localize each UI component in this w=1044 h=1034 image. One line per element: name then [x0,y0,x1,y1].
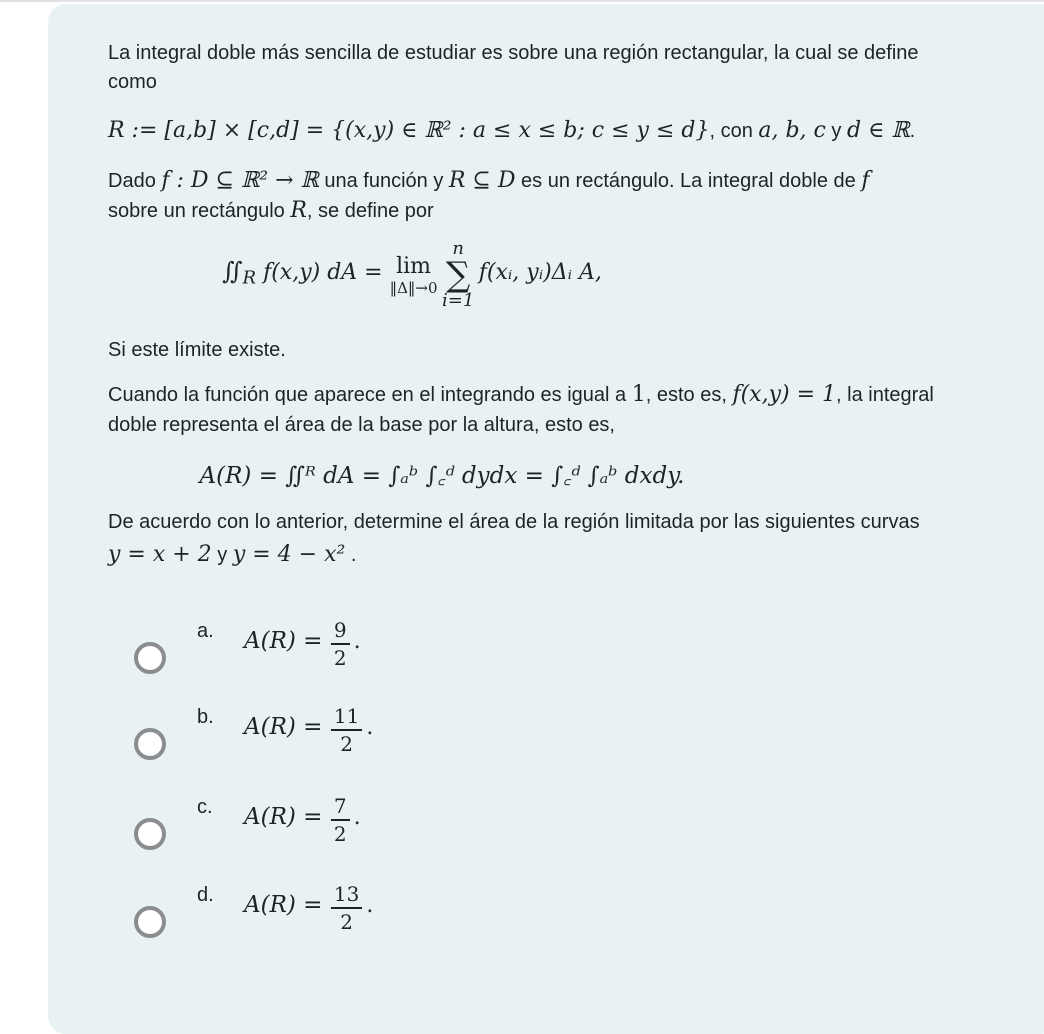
area-formula: A(R) = ∬ᴿ dA = ∫ₐᵇ ∫꜀ᵈ dydx = ∫꜀ᵈ ∫ₐᵇ dxdy. [199,463,685,489]
rectangle-definition [108,116,915,146]
radio-button-b[interactable] [134,728,166,760]
option-letter: b. [197,706,214,728]
limit: lim ‖Δ‖→0 [389,253,438,297]
summation: n ∑ i=1 [442,238,475,311]
fraction: $\frac{9}{2}$ [331,618,350,670]
f-equals-one: f(x,y) = 1 [732,382,837,407]
limit-exists-text: Si este límite existe. [108,339,286,361]
question-line-2: y = x + 2 y y = 4 − x² . [108,542,357,567]
given-line-1: Dado f : D ⊆ ℝ² → ℝ una función y R ⊆ D es un rectángulo. La integral doble de f [108,168,870,193]
fraction: $\frac{13}{2}$ [331,882,362,934]
area-text-line-2: doble representa el área de la base por la altura, esto es, [108,414,615,436]
radio-button-c[interactable] [134,818,166,850]
rect-def-text-2: y [825,120,847,142]
option-d[interactable] [0,884,1044,964]
curve-2: y = 4 − x² [232,542,346,567]
option-expression: A(R) = $\frac{11}{2}$ . [244,704,374,756]
rect-def-end: . [909,120,916,142]
given-line-2: sobre un rectángulo R, se define por [108,198,434,223]
rect-def-math: R := [a,b] × [c,d] = {(x,y) ∈ ℝ² : a ≤ x ≤ b; c ≤ y ≤ d} [108,118,710,143]
option-expression: A(R) = $\frac{7}{2}$ . [244,794,361,846]
option-a[interactable] [0,620,1044,700]
radio-button-d[interactable] [134,906,166,938]
double-integral-definition: $∬_R$ f(x,y) dA = lim ‖Δ‖→0 n ∑ i=1 f(xᵢ, yᵢ)Δᵢ A, [222,238,602,311]
r-subset: R ⊆ D [448,168,516,193]
option-expression: A(R) = $\frac{9}{2}$ . [244,618,361,670]
option-c[interactable] [0,796,1044,876]
option-letter: c. [197,796,213,818]
radio-button-a[interactable] [134,642,166,674]
intro-line-1: La integral doble más sencilla de estudiar es sobre una región rectangular, la cual se define [108,42,919,64]
option-letter: d. [197,884,214,906]
option-b[interactable] [0,706,1044,786]
option-expression: A(R) = $\frac{13}{2}$ . [244,882,374,934]
top-divider [0,0,1044,2]
f-definition: f : D ⊆ ℝ² → ℝ [161,168,319,193]
rect-def-text-1: , con [709,120,759,142]
curve-1: y = x + 2 [108,542,212,567]
rect-def-d: d ∈ ℝ [847,118,910,143]
option-letter: a. [197,620,214,642]
rect-def-vars: a, b, c [758,118,826,143]
fraction: $\frac{7}{2}$ [331,794,350,846]
fraction: $\frac{11}{2}$ [331,704,362,756]
question-line-1: De acuerdo con lo anterior, determine el área de la región limitada por las siguientes curvas [108,511,920,533]
intro-line-2: como [108,71,157,93]
area-text-line-1: Cuando la función que aparece en el integrando es igual a 1, esto es, f(x,y) = 1, la integral [108,382,934,407]
